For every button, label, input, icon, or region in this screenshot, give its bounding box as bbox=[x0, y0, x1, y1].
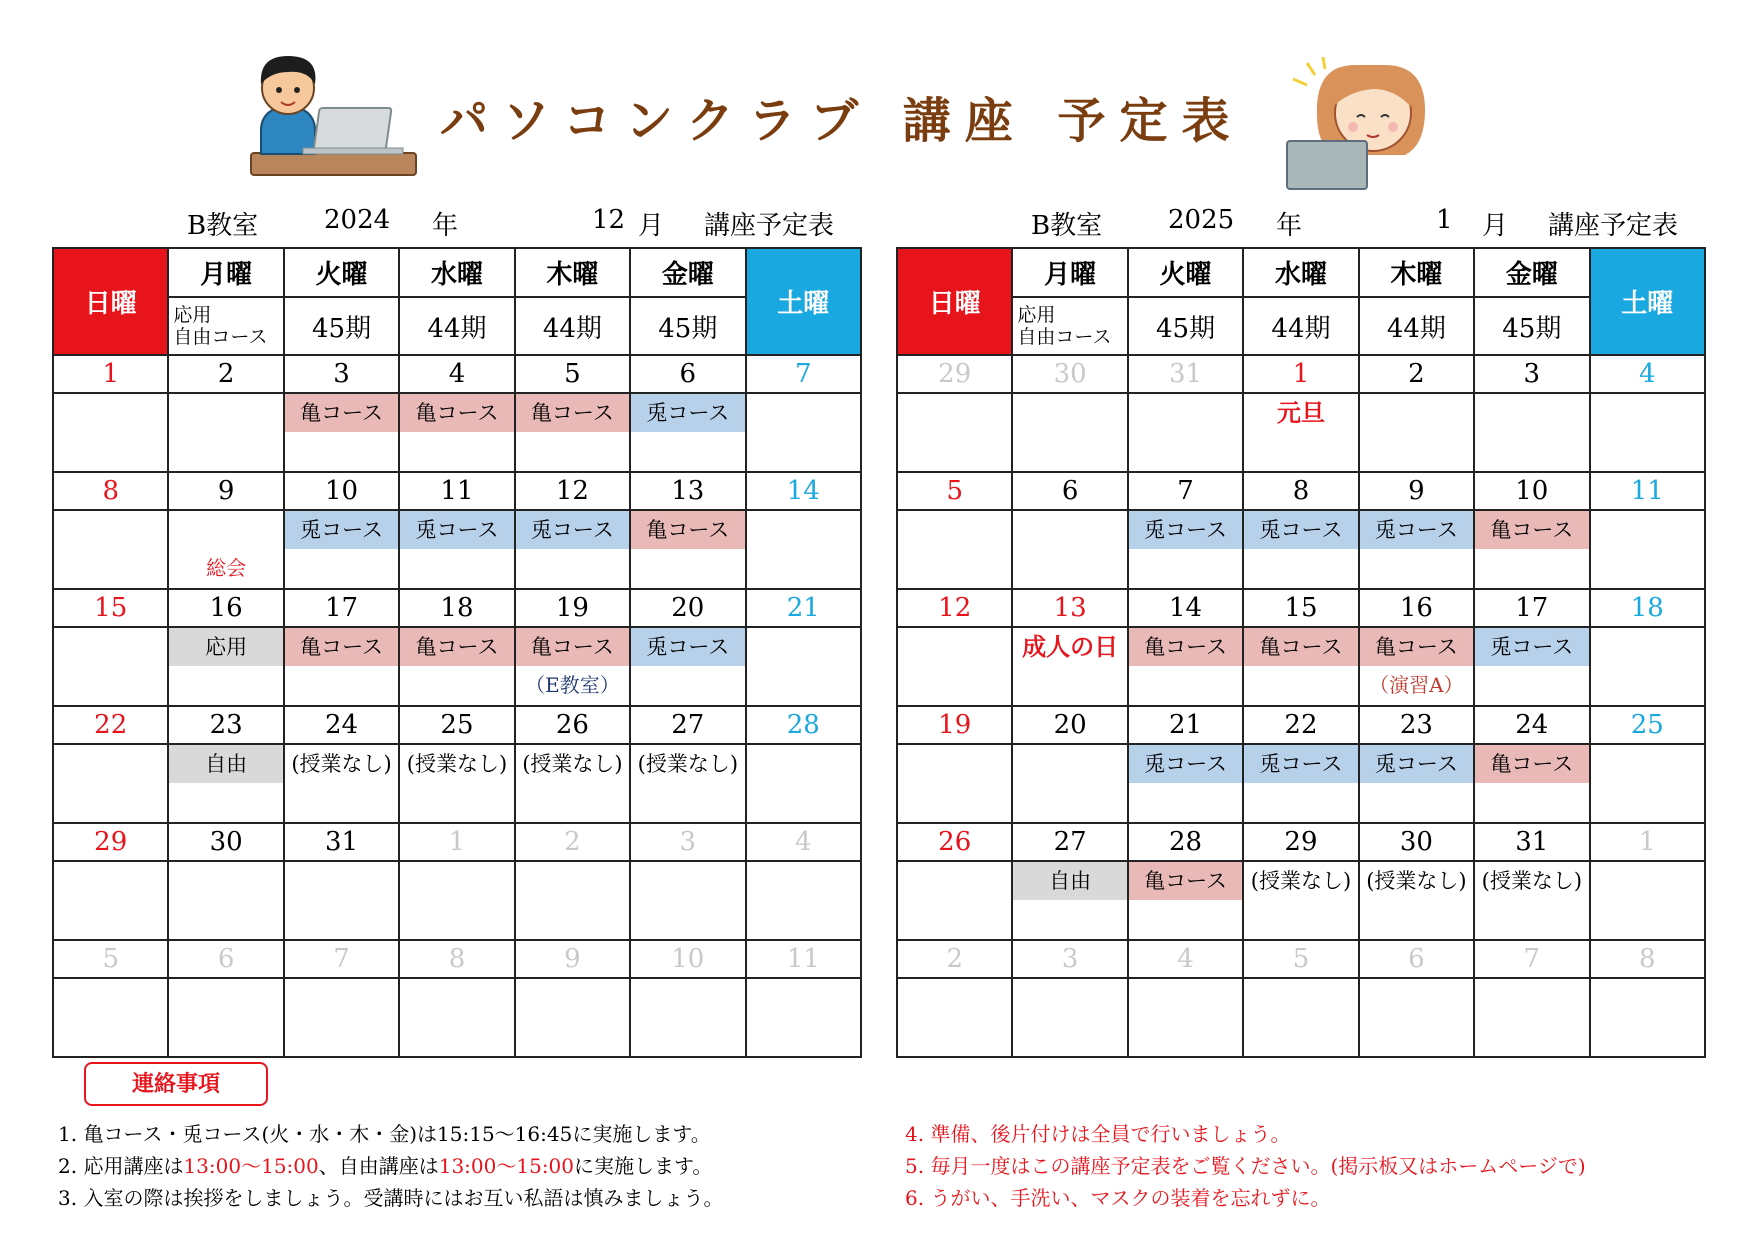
event-cell bbox=[53, 510, 168, 589]
date-cell: 14 bbox=[1128, 589, 1243, 627]
date-cell: 20 bbox=[630, 589, 745, 627]
date-cell: 3 bbox=[284, 355, 399, 393]
event-label: 亀コース bbox=[399, 394, 514, 432]
term-label: 44期 bbox=[1359, 297, 1474, 355]
event-cell bbox=[746, 393, 861, 472]
date-cell: 30 bbox=[168, 823, 283, 861]
event-label: 兎コース bbox=[1359, 511, 1474, 549]
event-cell bbox=[284, 978, 399, 1057]
event-label: 兎コース bbox=[1243, 511, 1358, 549]
event-cell bbox=[1243, 627, 1358, 706]
event-label: 成人の日 bbox=[1022, 632, 1119, 661]
date-cell: 29 bbox=[1243, 823, 1358, 861]
date-cell: 30 bbox=[1359, 823, 1474, 861]
date-cell: 1 bbox=[1243, 355, 1358, 393]
date-cell: 8 bbox=[399, 940, 514, 978]
date-cell: 17 bbox=[1474, 589, 1589, 627]
event-cell bbox=[1012, 510, 1127, 589]
event-cell bbox=[168, 393, 283, 472]
event-cell bbox=[168, 861, 283, 940]
event-label: 亀コース bbox=[630, 511, 745, 549]
date-cell: 10 bbox=[630, 940, 745, 978]
event-label: （演習A） bbox=[1369, 673, 1464, 697]
event-label: 亀コース bbox=[515, 628, 630, 666]
date-cell: 19 bbox=[515, 589, 630, 627]
event-cell bbox=[1128, 393, 1243, 472]
event-cell bbox=[1474, 978, 1589, 1057]
event-cell bbox=[1243, 510, 1358, 589]
date-cell: 5 bbox=[1243, 940, 1358, 978]
event-label: (授業なし) bbox=[637, 752, 739, 776]
event-label: 総会 bbox=[206, 556, 247, 580]
weekday-header: 土曜 bbox=[746, 248, 861, 355]
date-cell: 23 bbox=[1359, 706, 1474, 744]
event-cell bbox=[1359, 861, 1474, 940]
date-cell: 11 bbox=[1590, 472, 1705, 510]
date-cell: 7 bbox=[1128, 472, 1243, 510]
calendar-2-schedule-label: 講座予定表 bbox=[1548, 211, 1679, 241]
weekday-header: 月曜 bbox=[1012, 248, 1127, 297]
calendar-1-table bbox=[52, 247, 862, 1058]
date-cell: 19 bbox=[897, 706, 1012, 744]
event-cell bbox=[630, 861, 745, 940]
date-cell: 4 bbox=[746, 823, 861, 861]
event-cell bbox=[897, 627, 1012, 706]
calendar-2-month-value: 1 bbox=[1436, 205, 1453, 235]
event-cell bbox=[399, 744, 514, 823]
date-cell: 4 bbox=[1590, 355, 1705, 393]
date-cell: 2 bbox=[168, 355, 283, 393]
boy-laptop-illustration bbox=[243, 48, 423, 188]
calendar-1-schedule-label: 講座予定表 bbox=[704, 211, 835, 241]
event-cell bbox=[1243, 393, 1358, 472]
event-label: 亀コース bbox=[1128, 628, 1243, 666]
weekday-header: 火曜 bbox=[1128, 248, 1243, 297]
event-label: (授業なし) bbox=[522, 752, 623, 776]
term-line: 自由コース bbox=[173, 326, 268, 348]
weekday-header: 金曜 bbox=[1474, 248, 1589, 297]
event-label: 自由 bbox=[168, 745, 283, 783]
date-cell: 1 bbox=[53, 355, 168, 393]
calendar-1-month-value: 12 bbox=[592, 205, 626, 235]
event-cell bbox=[746, 744, 861, 823]
notice-item-2 bbox=[58, 1150, 712, 1179]
notice-2-time-1: 13:00～15:00 bbox=[183, 1154, 319, 1178]
event-label: (授業なし) bbox=[291, 752, 392, 776]
date-cell: 2 bbox=[897, 940, 1012, 978]
date-cell: 13 bbox=[1012, 589, 1127, 627]
date-cell: 16 bbox=[1359, 589, 1474, 627]
term-label bbox=[1012, 297, 1127, 355]
date-cell: 18 bbox=[399, 589, 514, 627]
weekday-header: 木曜 bbox=[515, 248, 630, 297]
date-cell: 5 bbox=[897, 472, 1012, 510]
date-cell: 8 bbox=[1243, 472, 1358, 510]
date-cell: 7 bbox=[746, 355, 861, 393]
weekday-header: 火曜 bbox=[284, 248, 399, 297]
event-cell bbox=[897, 978, 1012, 1057]
weekday-header: 水曜 bbox=[399, 248, 514, 297]
event-cell bbox=[1243, 744, 1358, 823]
event-cell bbox=[746, 978, 861, 1057]
date-cell: 28 bbox=[746, 706, 861, 744]
calendar-2-year-value: 2025 bbox=[1168, 205, 1235, 235]
term-label: 44期 bbox=[515, 297, 630, 355]
date-cell: 29 bbox=[53, 823, 168, 861]
term-label: 44期 bbox=[1243, 297, 1358, 355]
event-cell bbox=[515, 978, 630, 1057]
date-cell: 26 bbox=[897, 823, 1012, 861]
event-cell bbox=[168, 510, 283, 589]
event-cell bbox=[630, 393, 745, 472]
term-label: 45期 bbox=[1474, 297, 1589, 355]
date-cell: 26 bbox=[515, 706, 630, 744]
date-cell: 21 bbox=[1128, 706, 1243, 744]
term-label: 45期 bbox=[630, 297, 745, 355]
date-cell: 27 bbox=[1012, 823, 1127, 861]
term-label: 44期 bbox=[399, 297, 514, 355]
term-label: 45期 bbox=[284, 297, 399, 355]
event-label: 亀コース bbox=[1474, 511, 1589, 549]
event-cell bbox=[515, 510, 630, 589]
event-cell bbox=[168, 744, 283, 823]
date-cell: 5 bbox=[515, 355, 630, 393]
date-cell: 21 bbox=[746, 589, 861, 627]
event-label bbox=[168, 511, 283, 549]
event-cell bbox=[1128, 744, 1243, 823]
event-label: 自由 bbox=[1012, 862, 1127, 900]
event-label: 亀コース bbox=[1474, 745, 1589, 783]
date-cell: 13 bbox=[630, 472, 745, 510]
event-cell bbox=[399, 861, 514, 940]
date-cell: 24 bbox=[1474, 706, 1589, 744]
date-cell: 8 bbox=[53, 472, 168, 510]
event-label: 兎コース bbox=[1128, 511, 1243, 549]
calendar-1-year-unit: 年 bbox=[432, 211, 459, 241]
event-cell bbox=[1359, 393, 1474, 472]
event-label: 応用 bbox=[168, 628, 283, 666]
event-cell bbox=[284, 510, 399, 589]
event-cell bbox=[1474, 861, 1589, 940]
calendar-2-year-unit: 年 bbox=[1276, 211, 1303, 241]
date-cell: 30 bbox=[1012, 355, 1127, 393]
event-label: 兎コース bbox=[1359, 745, 1474, 783]
event-cell bbox=[53, 861, 168, 940]
event-label: (授業なし) bbox=[406, 752, 508, 776]
date-cell: 8 bbox=[1590, 940, 1705, 978]
event-cell bbox=[1128, 627, 1243, 706]
term-line: 応用 bbox=[173, 304, 212, 326]
event-cell bbox=[630, 978, 745, 1057]
page-title: パソコンクラブ 講座 予定表 bbox=[440, 93, 1244, 149]
event-cell bbox=[1474, 627, 1589, 706]
event-cell bbox=[1012, 978, 1127, 1057]
date-cell: 7 bbox=[284, 940, 399, 978]
date-cell: 25 bbox=[1590, 706, 1705, 744]
calendar-2-month-unit: 月 bbox=[1482, 211, 1509, 241]
event-cell bbox=[897, 510, 1012, 589]
weekday-header: 日曜 bbox=[897, 248, 1012, 355]
event-cell bbox=[399, 978, 514, 1057]
date-cell: 3 bbox=[1474, 355, 1589, 393]
event-cell bbox=[284, 627, 399, 706]
event-cell bbox=[1359, 744, 1474, 823]
notice-item-3: 3. 入室の際は挨拶をしましょう。受講時にはお互い私語は慎みましょう。 bbox=[58, 1186, 724, 1210]
calendar-1-year-value: 2024 bbox=[324, 205, 391, 235]
event-cell bbox=[284, 861, 399, 940]
event-cell bbox=[897, 744, 1012, 823]
date-cell: 2 bbox=[1359, 355, 1474, 393]
event-cell bbox=[284, 393, 399, 472]
event-cell bbox=[897, 861, 1012, 940]
date-cell: 27 bbox=[630, 706, 745, 744]
event-label: 兎コース bbox=[1243, 745, 1358, 783]
date-cell: 18 bbox=[1590, 589, 1705, 627]
notice-item-6: 6. うがい、手洗い、マスクの装着を忘れずに。 bbox=[905, 1186, 1331, 1210]
event-cell bbox=[515, 627, 630, 706]
date-cell: 14 bbox=[746, 472, 861, 510]
event-cell bbox=[1590, 744, 1705, 823]
event-cell bbox=[746, 510, 861, 589]
event-label: 兎コース bbox=[630, 628, 745, 666]
date-cell: 24 bbox=[284, 706, 399, 744]
event-label: 兎コース bbox=[399, 511, 514, 549]
event-cell bbox=[53, 627, 168, 706]
date-cell: 31 bbox=[1128, 355, 1243, 393]
date-cell: 23 bbox=[168, 706, 283, 744]
date-cell: 9 bbox=[1359, 472, 1474, 510]
event-label: 亀コース bbox=[515, 394, 630, 432]
calendar-2-room-label: B教室 bbox=[1031, 211, 1103, 241]
event-cell bbox=[1012, 861, 1127, 940]
event-label: 亀コース bbox=[399, 628, 514, 666]
event-cell bbox=[515, 744, 630, 823]
event-label: 兎コース bbox=[1474, 628, 1589, 666]
event-cell bbox=[168, 627, 283, 706]
event-label: (授業なし) bbox=[1250, 869, 1352, 893]
event-label: 亀コース bbox=[284, 394, 399, 432]
term-line: 応用 bbox=[1017, 304, 1056, 326]
date-cell: 25 bbox=[399, 706, 514, 744]
weekday-header: 木曜 bbox=[1359, 248, 1474, 297]
event-cell bbox=[399, 393, 514, 472]
date-cell: 12 bbox=[897, 589, 1012, 627]
date-cell: 4 bbox=[1128, 940, 1243, 978]
event-cell bbox=[1359, 510, 1474, 589]
notice-item-4: 4. 準備、後片付けは全員で行いましょう。 bbox=[905, 1122, 1291, 1146]
date-cell: 11 bbox=[399, 472, 514, 510]
event-cell bbox=[1012, 627, 1127, 706]
event-cell bbox=[53, 978, 168, 1057]
date-cell: 11 bbox=[746, 940, 861, 978]
event-cell bbox=[515, 393, 630, 472]
date-cell: 6 bbox=[1359, 940, 1474, 978]
event-label: （E教室） bbox=[525, 673, 620, 697]
date-cell: 16 bbox=[168, 589, 283, 627]
date-cell: 9 bbox=[515, 940, 630, 978]
weekday-header: 土曜 bbox=[1590, 248, 1705, 355]
event-cell bbox=[1128, 861, 1243, 940]
date-cell: 10 bbox=[284, 472, 399, 510]
event-cell bbox=[1474, 393, 1589, 472]
notice-2-mid: 、自由講座は bbox=[318, 1154, 439, 1178]
date-cell: 3 bbox=[1012, 940, 1127, 978]
event-cell bbox=[1243, 978, 1358, 1057]
date-cell: 1 bbox=[1590, 823, 1705, 861]
event-label: (授業なし) bbox=[1366, 869, 1467, 893]
event-cell bbox=[746, 861, 861, 940]
event-label: 亀コース bbox=[1128, 862, 1243, 900]
date-cell: 28 bbox=[1128, 823, 1243, 861]
calendar-1-room-label: B教室 bbox=[187, 211, 259, 241]
date-cell: 29 bbox=[897, 355, 1012, 393]
notice-2-pre: 2. 応用講座は bbox=[58, 1154, 184, 1178]
event-cell bbox=[1128, 510, 1243, 589]
date-cell: 31 bbox=[284, 823, 399, 861]
event-cell bbox=[1590, 510, 1705, 589]
event-cell bbox=[515, 861, 630, 940]
event-label: 兎コース bbox=[630, 394, 745, 432]
notice-2-post: に実施します。 bbox=[574, 1154, 713, 1178]
date-cell: 17 bbox=[284, 589, 399, 627]
date-cell: 15 bbox=[53, 589, 168, 627]
date-cell: 9 bbox=[168, 472, 283, 510]
term-line: 自由コース bbox=[1017, 326, 1112, 348]
event-cell bbox=[1590, 627, 1705, 706]
date-cell: 5 bbox=[53, 940, 168, 978]
event-label: 亀コース bbox=[284, 628, 399, 666]
event-cell bbox=[1243, 861, 1358, 940]
notice-item-5: 5. 毎月一度はこの講座予定表をご覧ください。(掲示板又はホームページで) bbox=[905, 1154, 1586, 1178]
date-cell: 22 bbox=[1243, 706, 1358, 744]
event-cell bbox=[1012, 744, 1127, 823]
event-cell bbox=[53, 393, 168, 472]
event-cell bbox=[399, 627, 514, 706]
weekday-header: 水曜 bbox=[1243, 248, 1358, 297]
event-cell bbox=[630, 510, 745, 589]
term-label bbox=[168, 297, 283, 355]
girl-laptop-illustration bbox=[1285, 55, 1445, 190]
calendar-1-month-unit: 月 bbox=[638, 211, 665, 241]
event-cell bbox=[746, 627, 861, 706]
event-cell bbox=[53, 744, 168, 823]
event-cell bbox=[1590, 861, 1705, 940]
notice-item-1: 1. 亀コース・兎コース(火・水・木・金)は15:15～16:45に実施します。 bbox=[58, 1122, 711, 1146]
event-label: (授業なし) bbox=[1481, 869, 1583, 893]
date-cell: 2 bbox=[515, 823, 630, 861]
event-cell bbox=[1359, 978, 1474, 1057]
event-cell bbox=[284, 744, 399, 823]
date-cell: 4 bbox=[399, 355, 514, 393]
event-label: 兎コース bbox=[1128, 745, 1243, 783]
date-cell: 6 bbox=[630, 355, 745, 393]
term-label: 45期 bbox=[1128, 297, 1243, 355]
event-label: 兎コース bbox=[515, 511, 630, 549]
weekday-header: 月曜 bbox=[168, 248, 283, 297]
date-cell: 15 bbox=[1243, 589, 1358, 627]
event-cell bbox=[1128, 978, 1243, 1057]
event-label: 元旦 bbox=[1276, 398, 1325, 427]
event-cell bbox=[1359, 627, 1474, 706]
date-cell: 12 bbox=[515, 472, 630, 510]
event-label: 亀コース bbox=[1359, 628, 1474, 666]
event-label: 兎コース bbox=[284, 511, 399, 549]
date-cell: 6 bbox=[1012, 472, 1127, 510]
event-cell bbox=[1474, 744, 1589, 823]
date-cell: 1 bbox=[399, 823, 514, 861]
event-cell bbox=[1012, 393, 1127, 472]
event-cell bbox=[1590, 978, 1705, 1057]
notice-2-time-2: 13:00～15:00 bbox=[438, 1154, 575, 1178]
event-cell bbox=[168, 978, 283, 1057]
event-label: 亀コース bbox=[1243, 628, 1358, 666]
weekday-header: 日曜 bbox=[53, 248, 168, 355]
event-cell bbox=[630, 744, 745, 823]
notice-heading: 連絡事項 bbox=[84, 1062, 268, 1106]
event-cell bbox=[1590, 393, 1705, 472]
weekday-header: 金曜 bbox=[630, 248, 745, 297]
date-cell: 7 bbox=[1474, 940, 1589, 978]
calendar-2-table bbox=[896, 247, 1706, 1058]
date-cell: 3 bbox=[630, 823, 745, 861]
event-cell bbox=[1474, 510, 1589, 589]
date-cell: 20 bbox=[1012, 706, 1127, 744]
event-cell bbox=[399, 510, 514, 589]
event-cell bbox=[897, 393, 1012, 472]
event-cell bbox=[630, 627, 745, 706]
date-cell: 22 bbox=[53, 706, 168, 744]
date-cell: 6 bbox=[168, 940, 283, 978]
date-cell: 10 bbox=[1474, 472, 1589, 510]
date-cell: 31 bbox=[1474, 823, 1589, 861]
